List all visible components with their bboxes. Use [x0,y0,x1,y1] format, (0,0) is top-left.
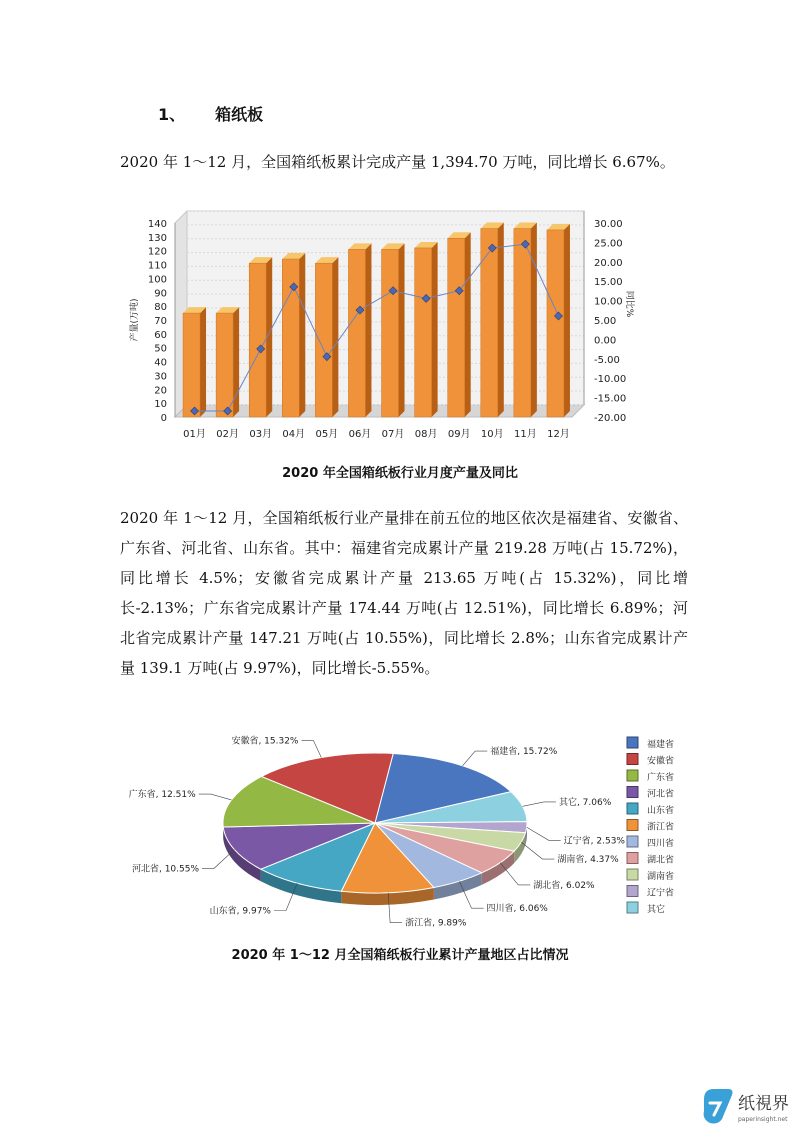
bar-front [415,248,432,417]
bar-side [365,243,371,417]
pie-slice-label: 山东省, 9.97% [209,906,272,917]
x-tick-label: 10月 [480,429,504,440]
bar [282,253,305,417]
bar [514,223,537,417]
pie-leader-line [527,827,561,840]
legend-swatch [627,770,638,781]
section-title: 箱纸板 [215,105,264,124]
legend-swatch [627,787,638,798]
logo-text: 纸視界 [738,1094,789,1114]
legend-label: 安徽省 [647,756,675,767]
bar-front [348,249,365,417]
legend-label: 福建省 [647,740,675,750]
pie-leader-line [301,741,321,758]
brand-logo [698,1083,798,1128]
legend-swatch [627,803,638,814]
bar-side [332,257,338,417]
legend-label: 四川省 [647,839,675,849]
bar-side [399,243,405,417]
pie-leader-line [199,794,232,800]
pie-slice-label: 浙江省, 9.89% [405,918,467,929]
x-tick-label: 03月 [249,429,273,440]
x-tick-label: 11月 [514,429,537,440]
pie-slice-label: 湖南省, 4.37% [557,855,619,866]
bar-side [432,242,438,417]
pie-leader-line [523,802,556,806]
bar-front [282,259,299,417]
legend-swatch [627,754,638,765]
y2-tick-label: 10.00 [594,296,623,308]
y2-tick-label: 15.00 [594,277,623,289]
x-tick-label: 07月 [381,429,405,440]
y2-tick-label: 5.00 [594,316,617,327]
region-share-pie-chart [125,733,695,933]
pie-slice-label: 安徽省, 15.32% [231,736,299,747]
legend-swatch [627,902,638,913]
legend-swatch [627,853,638,864]
bar [348,243,371,417]
bar [448,232,471,417]
monthly-production-chart [125,205,645,450]
y-axis-label: 产量(万吨) [130,298,140,342]
y-tick-label: 80 [154,302,167,314]
y-tick-label: 70 [154,316,167,327]
y-tick-label: 40 [154,357,167,369]
x-tick-label: 04月 [282,429,306,440]
bar-side [233,307,239,417]
y2-tick-label: -10.00 [594,374,627,386]
legend-swatch [627,886,638,897]
bar-front [249,263,266,417]
bar-side [531,223,537,417]
y2-tick-label: -20.00 [594,413,627,424]
y-tick-label: 110 [147,260,167,272]
legend-label: 辽宁省 [647,888,675,899]
y-tick-label: 90 [154,288,167,300]
pie-slice-label: 河北省, 10.55% [131,864,200,875]
legend-swatch [627,820,638,831]
legend-label: 山东省 [647,806,675,816]
legend-label: 湖北省 [647,855,675,866]
bar-front [382,249,399,417]
y2-axis-label: 同比% [624,290,634,318]
legend-swatch [627,869,638,880]
y2-tick-label: 30.00 [594,219,623,230]
bar-side [200,307,206,417]
bar-front [514,229,531,417]
y-tick-label: 10 [154,399,167,411]
y-tick-label: 0 [160,413,167,424]
y-tick-label: 120 [147,246,167,258]
bar-side [465,232,471,417]
y-tick-label: 60 [154,329,167,341]
section-heading [158,102,263,125]
x-tick-label: 06月 [348,429,372,440]
y2-tick-label: 25.00 [594,238,623,250]
logo-mark-icon [704,1089,733,1124]
bar-front [448,238,465,417]
y-tick-label: 130 [147,232,167,244]
section-number: 1、 [158,105,186,124]
legend-label: 广东省 [647,773,675,783]
logo-subtext: paperinsight.net [738,1116,788,1123]
x-tick-label: 09月 [447,429,471,440]
region-paragraph: 2020 年 1～12 月，全国箱纸板行业产量排在前五位的地区依次是福建省、安徽省、广东省、河北省、山东省。其中：福建省完成累计产量 219.28 万吨(占 15.72%)，同比增长 4.5%；安徽省完成累计产量 213.65 万吨(占 15.32%)，同比增长-2.13%；广东省完成累计产量 174.44 万吨(占 12.51%)，同比增长 6.89%；河北省完成累计产量 147.21 万吨(占 10.55%)，同比增长 2.8%；山东省完成累计产量 139.1 万吨(占 9.97%)，同比增长-5.55%。 [120,509,688,677]
pie-slice-label: 广东省, 12.51% [128,790,196,801]
x-tick-label: 01月 [183,429,206,440]
y-tick-label: 30 [154,371,167,383]
y2-tick-label: 20.00 [594,257,623,269]
bar [315,257,338,417]
legend-label: 湖南省 [647,872,675,882]
bar [249,257,272,417]
y2-tick-label: -15.00 [594,393,627,405]
bar-front [183,313,200,417]
legend-label: 浙江省 [647,822,675,833]
y-tick-label: 20 [154,385,167,397]
bar-side [299,253,305,417]
y-tick-label: 100 [147,274,167,286]
x-tick-label: 02月 [216,429,239,440]
pie-slice-label: 福建省, 15.72% [490,747,558,758]
y2-tick-label: 0.00 [594,335,617,347]
legend-label: 其它 [647,905,666,915]
bar [382,243,405,417]
pie-slice-label: 湖北省, 6.02% [533,880,595,891]
pie-slice-label: 其它, 7.06% [558,797,612,808]
y2-tick-label: -5.00 [594,354,620,366]
y-tick-label: 50 [154,343,167,355]
pie-leader-line [463,751,488,766]
bar-front [216,313,233,417]
bar-front [481,229,498,417]
legend-swatch [627,737,638,748]
y-tick-label: 140 [147,219,167,230]
pie-leader-line [521,842,554,859]
bar-side [498,223,504,417]
bar-chart-caption: 2020 年全国箱纸板行业月度产量及同比 [282,466,518,481]
bar-front [547,230,564,417]
x-tick-label: 05月 [315,429,339,440]
legend-swatch [627,836,638,847]
x-tick-label: 08月 [414,429,438,440]
legend-label: 河北省 [647,789,675,800]
summary-paragraph: 2020 年 1～12 月，全国箱纸板累计完成产量 1,394.70 万吨，同比增长 6.67%。 [120,153,675,171]
x-tick-label: 12月 [547,429,570,440]
pie-slice-label: 四川省, 6.06% [486,904,548,915]
pie-slice-label: 辽宁省, 2.53% [563,836,626,847]
pie-chart-caption: 2020 年 1～12 月全国箱纸板行业累计产量地区占比情况 [231,948,569,963]
bar-front [315,263,332,417]
bar-side [564,224,570,417]
bar [216,307,239,417]
bar [415,242,438,417]
bar [547,224,570,417]
pie-legend [627,737,674,915]
bar [183,307,206,417]
